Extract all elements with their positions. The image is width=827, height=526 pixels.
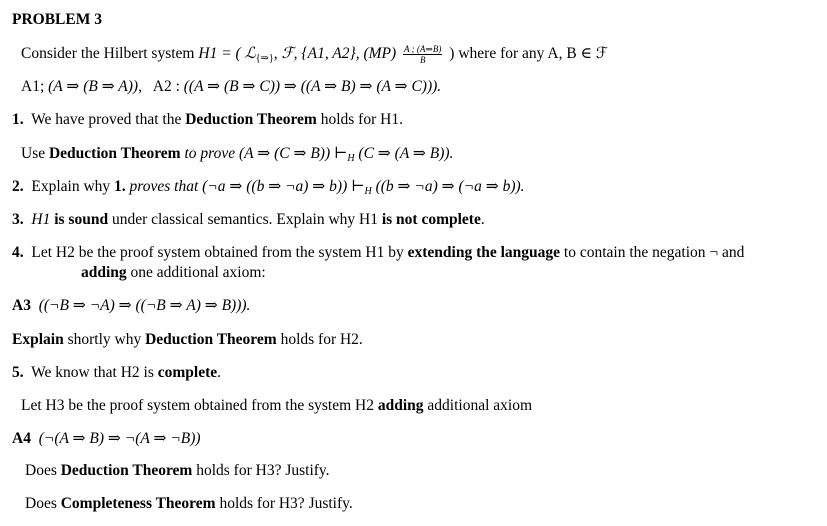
intro-tail: ) where for any A, B ∈ ℱ <box>449 45 609 63</box>
axiom-a2: ((A ⇒ (B ⇒ C)) ⇒ ((A ⇒ B) ⇒ (A ⇒ C))). <box>183 78 442 95</box>
item-1-task-bold: Deduction Theorem <box>48 145 181 162</box>
axiom-a4: (¬(A ⇒ B) ⇒ ¬(A ⇒ ¬B)) <box>38 430 201 447</box>
item-5-pre: We know that H2 is <box>31 364 154 381</box>
q2-end: holds for H3? Justify. <box>219 495 353 512</box>
axiom-a3-label: A3 <box>12 297 31 314</box>
item-4-cont <box>81 264 266 282</box>
item-1-task-sub: H <box>347 153 355 164</box>
axiom-a4-label: A4 <box>12 430 31 447</box>
item-5-bold: complete <box>157 364 218 381</box>
q2-bold: Completeness Theorem <box>60 495 216 512</box>
item-1-bold: Deduction Theorem <box>185 111 317 128</box>
item-3-bold-sound: is sound <box>54 211 109 228</box>
item-4-number: 4. <box>12 244 24 261</box>
item-1-task-pre: Use <box>21 145 46 162</box>
axiom-a2-label: A2 : <box>152 78 180 95</box>
item-2 <box>12 178 525 201</box>
mp-premises: A ; (A⇒B) <box>404 44 442 54</box>
q2-pre: Does <box>25 495 57 512</box>
item-5-task-bold: adding <box>377 397 424 414</box>
axiom-a4-line <box>12 430 201 448</box>
item-1-task-end: (C ⇒ (A ⇒ B)). <box>358 145 454 162</box>
explain-mid: shortly why <box>67 331 142 348</box>
axioms-line <box>21 78 441 96</box>
question-completeness-h3 <box>25 495 353 513</box>
item-3-mid: under classical semantics. Explain why H1 <box>111 211 378 228</box>
item-3-bold-not-complete: is not complete <box>381 211 481 228</box>
intro-line <box>21 44 608 68</box>
explain-end: holds for H2. <box>280 331 363 348</box>
item-2-formula: proves that (¬a ⇒ ((b ⇒ ¬a) ⇒ b)) ⊢ <box>129 178 365 195</box>
axiom-a3-line <box>12 297 250 315</box>
item-1-task <box>21 145 453 168</box>
intro-lead: Consider the Hilbert system <box>21 45 195 63</box>
item-1-text: We have proved that the <box>31 111 182 128</box>
item-1-post: holds for H1. <box>320 111 403 128</box>
item-5 <box>12 364 221 382</box>
item-5-number: 5. <box>12 364 24 381</box>
explain-bold: Explain <box>12 331 64 348</box>
item-1-task-formula: to prove (A ⇒ (C ⇒ B)) ⊢ <box>184 145 348 162</box>
item-5-task <box>21 397 532 415</box>
axiom-a1-label: A1; <box>21 78 45 95</box>
modus-ponens-rule <box>403 44 442 65</box>
axiom-a3: ((¬B ⇒ ¬A) ⇒ ((¬B ⇒ A) ⇒ B))). <box>38 297 251 314</box>
item-3-end: . <box>480 211 485 228</box>
explain-bold-dt: Deduction Theorem <box>145 331 277 348</box>
item-2-end: ((b ⇒ ¬a) ⇒ (¬a ⇒ b)). <box>375 178 525 195</box>
q1-end: holds for H3? Justify. <box>196 462 330 479</box>
item-4-end: one additional axiom: <box>130 264 266 281</box>
q1-bold: Deduction Theorem <box>60 462 193 479</box>
axiom-a1: (A ⇒ (B ⇒ A)), <box>48 78 142 95</box>
item-4 <box>12 244 744 262</box>
q1-pre: Does <box>25 462 57 479</box>
question-dt-h3 <box>25 462 330 480</box>
explain-line <box>12 331 363 349</box>
system-components: , ℱ, {A1, A2}, (MP) <box>273 45 397 63</box>
item-2-pre: Explain why <box>31 178 111 195</box>
item-5-task-pre: Let H3 be the proof system obtained from the system H2 <box>21 397 374 414</box>
item-4-pre: Let H2 be the proof system obtained from the system H1 by <box>31 244 404 261</box>
mp-conclusion: B <box>419 55 426 65</box>
item-2-number: 2. <box>12 178 24 195</box>
item-4-bold-extend: extending the language <box>407 244 561 261</box>
item-1 <box>12 111 403 129</box>
item-4-post: to contain the negation ¬ and <box>563 244 745 261</box>
item-3 <box>12 211 485 229</box>
system-definition: H1 = ( ℒ <box>198 45 256 63</box>
item-3-system: H1 <box>31 211 51 228</box>
problem-title: PROBLEM 3 <box>12 11 102 28</box>
item-3-number: 3. <box>12 211 24 228</box>
language-subscript: {⇒} <box>255 53 274 65</box>
item-4-bold-adding: adding <box>81 264 127 281</box>
item-5-end: . <box>217 364 221 381</box>
item-5-task-end: additional axiom <box>427 397 533 414</box>
item-2-bold: 1. <box>114 178 126 195</box>
item-1-number: 1. <box>12 111 24 128</box>
item-2-sub: H <box>364 186 372 197</box>
